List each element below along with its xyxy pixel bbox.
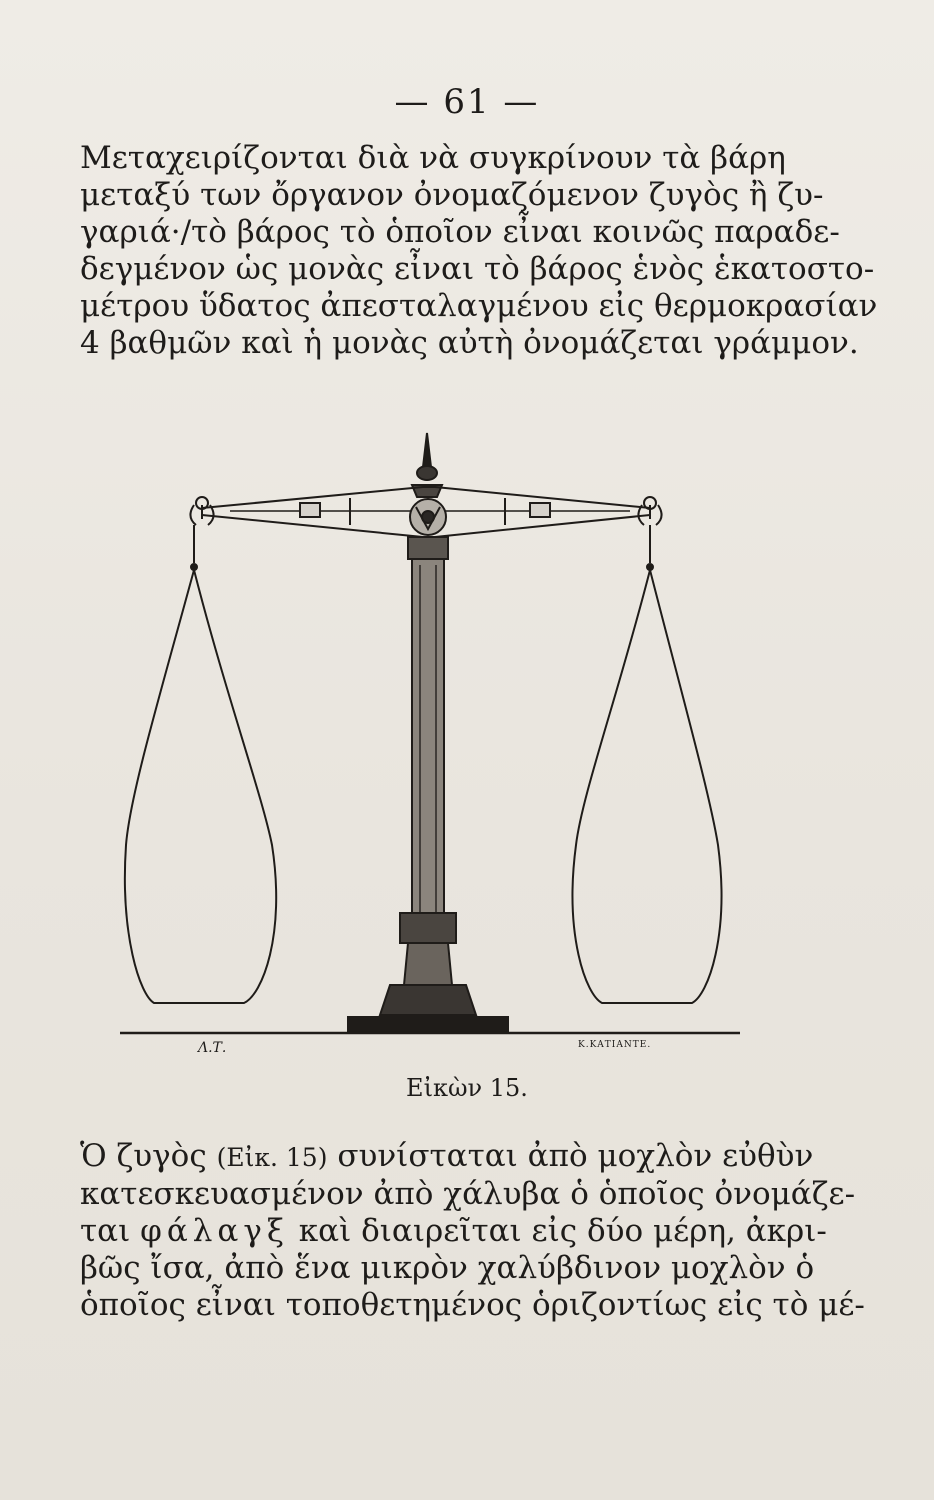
figure-reference: (Εἰκ. 15) [216,1143,328,1172]
text-line: δεγμένον ὡς μονὰς εἶναι τὸ βάρος ἑνὸς ἑκατοστο- [80,251,875,287]
intro-paragraph [80,140,878,362]
balance-scale-illustration [90,425,770,1065]
text-line: μεταξύ των ὄργανον ὀνομαζόμενον ζυγὸς ἢ ζυ- [80,177,824,213]
text-line: ὁποῖος εἶναι τοποθετημένος ὁριζοντίως εἰς τὸ μέ- [80,1287,865,1323]
text-segment: Ὁ ζυγὸς [80,1138,207,1174]
text-segment: συνίσταται ἀπὸ μοχλὸν εὐθὺν [337,1138,814,1174]
text-segment: ται [80,1213,131,1249]
text-segment: καὶ διαιρεῖται εἰς δύο μέρη, ἀκρι- [298,1213,827,1249]
text-line [80,1213,827,1250]
text-line: Μεταχειρίζονται διὰ νὰ συγκρίνουν τὰ βάρη [80,140,786,176]
term-phalanx: φάλαγξ [140,1213,289,1249]
text-line [80,1138,814,1176]
second-paragraph [80,1138,865,1324]
figure-caption: Εἰκὼν 15. [406,1074,528,1102]
text-line: γαριά·/τὸ βάρος τὸ ὁποῖον εἶναι κοινῶς παραδε- [80,214,840,250]
engraver-signature-left: Λ.Τ. [198,1040,227,1056]
text-line: 4 βαθμῶν καὶ ἡ μονὰς αὐτὴ ὀνομάζεται γράμμον. [80,325,859,361]
text-line: βῶς ἴσα, ἀπὸ ἕνα μικρὸν χαλύβδινον μοχλὸν ὁ [80,1250,815,1286]
engraver-signature-right: Κ.ΚΑΤΙΑΝΤΕ. [578,1040,652,1050]
page-number: — 61 — [394,82,540,122]
text-line: κατεσκευασμένον ἀπὸ χάλυβα ὁ ὁποῖος ὀνομάζε- [80,1176,856,1212]
text-line: μέτρου ὕδατος ἀπεσταλαγμένου εἰς θερμοκρασίαν [80,288,878,324]
